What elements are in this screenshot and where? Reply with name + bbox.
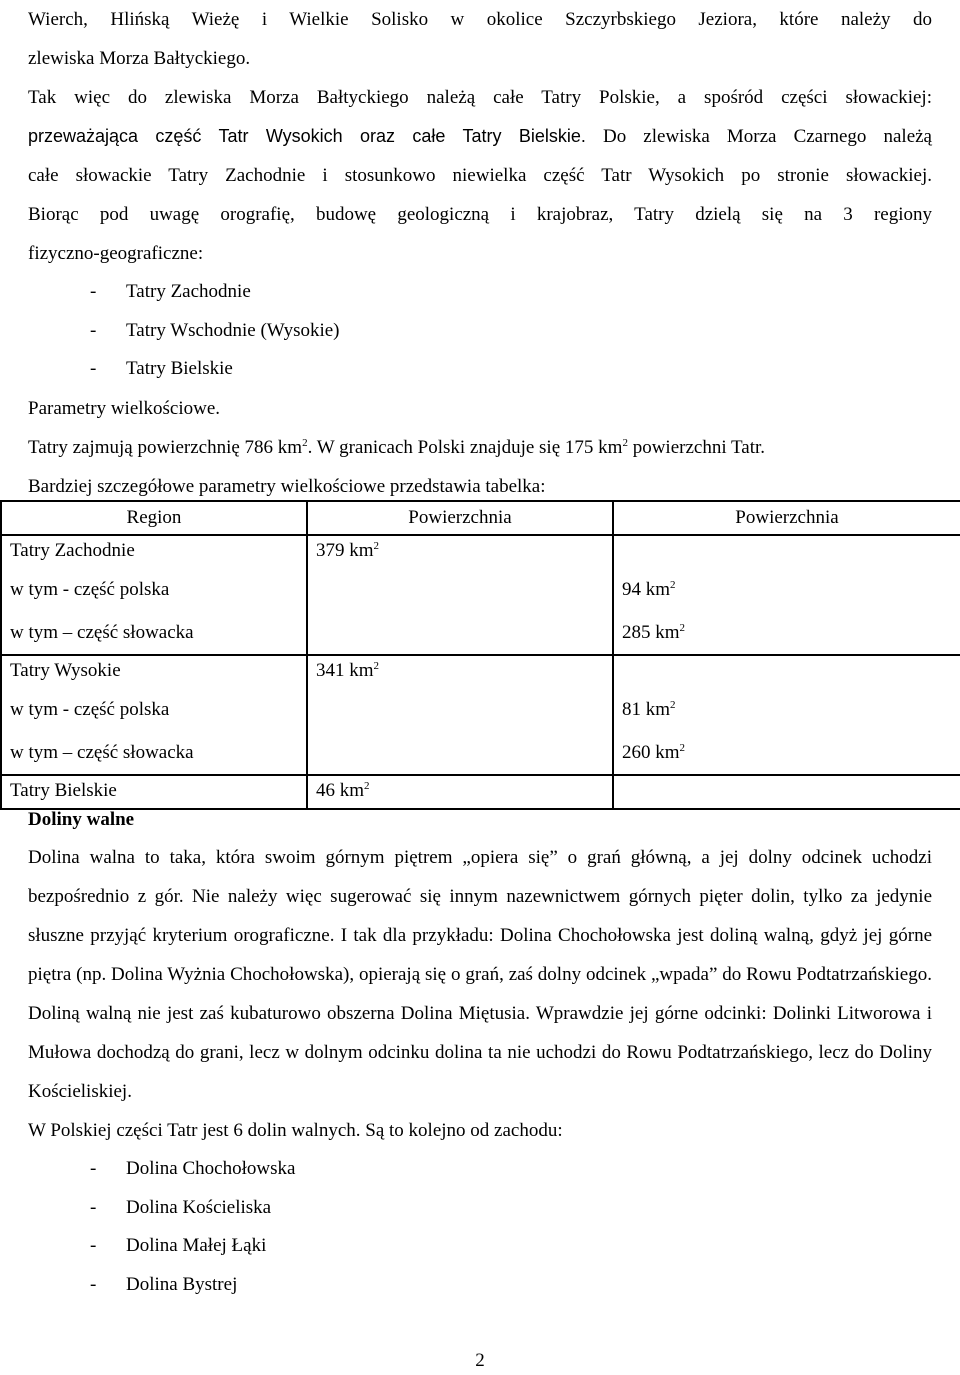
page-number: 2 xyxy=(475,1350,485,1371)
table-header-row xyxy=(1,501,960,535)
text-line: Wierch, Hlińską Wieżę i Wielkie Solisko w okolice Szczyrbskiego Jeziora, które należy do xyxy=(28,9,932,30)
text-line: fizyczno-geograficzne: xyxy=(28,243,204,264)
header-cell: Powierzchnia xyxy=(613,501,960,535)
text-line: zlewiska Morza Bałtyckiego. xyxy=(28,48,251,69)
document-body xyxy=(28,0,932,506)
section-paragraph: Dolina walna to taka, która swoim górnym piętrem „opiera się” o grań główną, a jej dolny odcinek uchodzi bezpośrednio z gór. Nie należy więc sugerować się innym nazewnictwem górnych pięter dolin, tylko za jedynie słuszne przyjąć kryterium orograficzne. I tak dla przykładu: Dolina Chochołowska jest doliną walną, gdyż jej górne piętra (np. Dolina Wyżnia Chochołowska), opierają się o grań, zaś dolny odcinek „wpada” do Rowu Podtatrzańskiego. Doliną walną nie jest zaś kubaturowo obszerna Dolina Miętusia. Wprawdzie jej górne odcinki: Dolinki Litworowa i Mułowa dochodzą do grani, lecz w dolnym odcinku dolina ta nie uchodzi do Rowu Podtatrzańskiego, lecz do Doliny Kościeliskiej. xyxy=(28,847,932,1102)
table-row: Tatry Bielskie 46 $km^2$ xyxy=(1,775,960,809)
valleys-intro: W Polskiej części Tatr jest 6 dolin walnych. Są to kolejno od zachodu: xyxy=(28,1120,563,1141)
area-table xyxy=(0,500,960,810)
valleys-list xyxy=(28,1150,932,1305)
list-item: - Tatry Bielskie xyxy=(90,358,233,380)
table-row: w tym - część polska 94 $km^2$ xyxy=(1,568,960,612)
list-item: - Dolina Małej Łąki xyxy=(90,1235,267,1257)
text-line: Tak więc do zlewiska Morza Bałtyckiego należą całe Tatry Polskie, a spośród części słowackiej: xyxy=(28,87,932,108)
text-line: Biorąc pod uwagę orografię, budowę geologiczną i krajobraz, Tatry dzielą się na 3 regiony xyxy=(28,204,932,225)
header-cell: Region xyxy=(1,501,307,535)
section-body xyxy=(28,838,932,1305)
area-sentence: Tatry zajmują powierzchnię 786 $km^2$. W granicach Polski znajduje się 175 $km^2$ powierzchni Tatr. xyxy=(28,437,766,459)
text-span: przeważająca część Tatr Wysokich oraz całe Tatry Bielskie. xyxy=(28,126,586,146)
table-row: Tatry Wysokie 341 $km^2$ xyxy=(1,655,960,688)
table-row: w tym - część polska 81 $km^2$ xyxy=(1,688,960,732)
params-heading: Parametry wielkościowe. xyxy=(28,398,221,420)
section-heading: Doliny walne xyxy=(28,809,135,830)
text-span: Do zlewiska Morza Czarnego należą xyxy=(602,126,932,147)
list-item: - Dolina Bystrej xyxy=(90,1274,238,1296)
table-row: w tym – część słowacka 285 $km^2$ xyxy=(1,612,960,655)
text-line xyxy=(28,117,932,156)
list-item: - Tatry Wschodnie (Wysokie) xyxy=(90,319,340,341)
text-line: całe słowackie Tatry Zachodnie i stosunkowo niewielka część Tatr Wysokich po stronie słowackiej. xyxy=(28,165,932,186)
list-item: - Tatry Zachodnie xyxy=(90,281,251,302)
list-item: - Dolina Chochołowska xyxy=(90,1158,296,1179)
header-cell: Powierzchnia xyxy=(307,501,613,535)
regions-list xyxy=(28,273,932,389)
list-item: - Dolina Kościeliska xyxy=(90,1196,272,1218)
table-intro: Bardziej szczegółowe parametry wielkościowe przedstawia tabelka: xyxy=(28,476,546,498)
table-row: w tym – część słowacka 260 $km^2$ xyxy=(1,732,960,775)
table-row: Tatry Zachodnie 379 $km^2$ xyxy=(1,535,960,568)
